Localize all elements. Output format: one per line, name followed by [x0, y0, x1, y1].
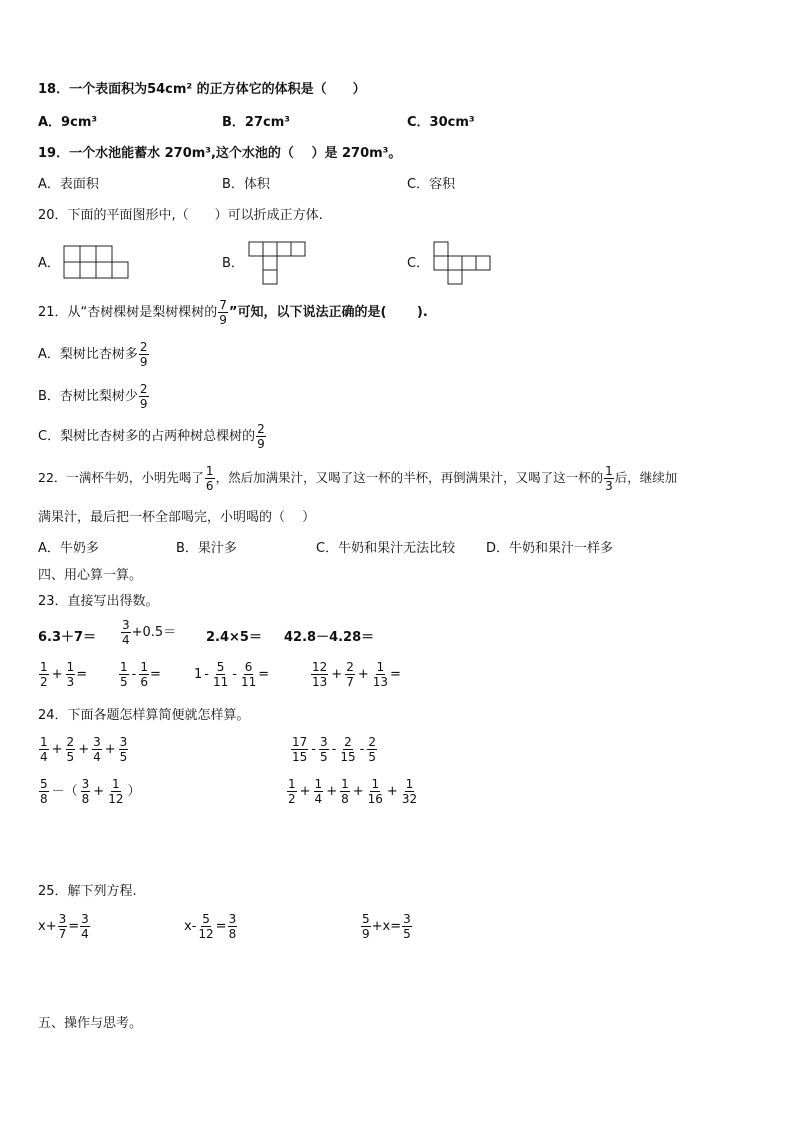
- fraction: [401, 777, 418, 806]
- numerator: 1: [314, 777, 323, 791]
- q18-option-a[interactable]: A．9cm³: [38, 115, 98, 130]
- numerator: 5: [40, 777, 48, 791]
- option-text: B．杏树比梨树少: [38, 389, 138, 404]
- fraction: [604, 464, 614, 493]
- q20-net-a-figure: [62, 244, 132, 280]
- fraction: [39, 777, 49, 806]
- q23-expr-1: 6.3＋7＝: [38, 630, 97, 645]
- denominator: 2: [40, 675, 48, 689]
- numerator: 3: [81, 777, 90, 791]
- q24-expr-1: $\frac{1}{4}$ + $\frac{2}{5}$ + $\frac{3}{4}$ + $\frac{3}{5}$: [40, 735, 128, 764]
- fraction: [367, 735, 377, 764]
- equals: =: [258, 667, 270, 682]
- numerator: 1: [376, 660, 385, 674]
- fraction: [339, 735, 356, 764]
- denominator: 15: [292, 750, 308, 764]
- q20-option-c[interactable]: C．: [407, 256, 430, 271]
- fraction: [39, 735, 49, 764]
- equals: =: [215, 919, 227, 934]
- denominator: 9: [362, 927, 370, 941]
- q21-text-start: 21．从“杏树棵树是梨树棵树的: [38, 305, 218, 320]
- q23-expr-7: 1 - $\frac{5}{11}$ - $\frac{6}{11}$ =: [194, 660, 270, 689]
- numerator: 3: [228, 912, 237, 926]
- fraction: [139, 382, 149, 411]
- q20-text: 20．下面的平面图形中,（ ）可以折成正方体.: [38, 208, 323, 223]
- fraction: [80, 912, 90, 941]
- q20-net-c-figure: [432, 240, 494, 290]
- expr-text: +x=: [371, 919, 402, 934]
- numerator: 1: [605, 464, 613, 478]
- q22-question-line1: [38, 464, 677, 493]
- numerator: 3: [403, 912, 411, 926]
- q25-equation-2: [184, 912, 238, 941]
- q21-option-a[interactable]: [38, 340, 150, 369]
- numerator: 17: [292, 735, 308, 749]
- denominator: 11: [212, 675, 229, 689]
- numerator: 3: [93, 735, 101, 749]
- numerator: 2: [139, 382, 148, 396]
- q23-expr-6: $\frac{1}{5}$ - $\frac{1}{6}$ =: [120, 660, 161, 689]
- denominator: 3: [605, 479, 613, 493]
- q23-expr-8: $\frac{12}{13}$ + $\frac{2}{7}$ + $\frac{1}{13}$ =: [312, 660, 401, 689]
- denominator: 9: [139, 355, 148, 369]
- q21-option-b[interactable]: [38, 382, 150, 411]
- denominator: 4: [122, 633, 130, 647]
- denominator: 15: [340, 750, 356, 764]
- option-text: C．梨树比杏树多的占两种树总棵树的: [38, 429, 256, 444]
- q18-text: 18．一个表面积为54cm² 的正方体它的体积是（ ）: [38, 82, 366, 97]
- numerator: 12: [312, 660, 328, 674]
- denominator: 8: [341, 792, 349, 806]
- fraction: [340, 777, 350, 806]
- q18-option-c[interactable]: C．30cm³: [407, 115, 475, 130]
- fraction: [66, 660, 76, 689]
- expr-text: +0.5＝: [131, 625, 177, 640]
- denominator: 7: [58, 927, 67, 941]
- q22-option-a[interactable]: A．牛奶多: [38, 541, 99, 556]
- q25-title: 25．解下列方程.: [38, 884, 137, 899]
- numerator: 7: [219, 298, 227, 312]
- denominator: 5: [368, 750, 376, 764]
- numerator: 3: [58, 912, 67, 926]
- fraction: [287, 777, 297, 806]
- fraction: [107, 777, 124, 806]
- numerator: 1: [371, 777, 380, 791]
- fraction: [256, 422, 266, 451]
- fraction: [345, 660, 355, 689]
- numerator: 2: [66, 735, 75, 749]
- fraction: [139, 660, 149, 689]
- denominator: 12: [108, 792, 124, 806]
- denominator: 5: [319, 750, 328, 764]
- numerator: 2: [257, 422, 265, 436]
- q22-text-1: 22．一满杯牛奶，小明先喝了: [38, 470, 204, 485]
- numerator: 3: [122, 618, 130, 632]
- fraction: [367, 777, 384, 806]
- q24-expr-4: $\frac{1}{2}$ + $\frac{1}{4}$ + $\frac{1}{8}$ + $\frac{1}{16}$ + $\frac{1}{32}$: [288, 777, 418, 806]
- fraction: [197, 912, 214, 941]
- equals: =: [390, 667, 401, 682]
- q22-option-d[interactable]: D．牛奶和果汁一样多: [486, 541, 614, 556]
- numerator: 1: [112, 777, 120, 791]
- numerator: 2: [368, 735, 376, 749]
- denominator: 8: [228, 927, 237, 941]
- numerator: 1: [140, 660, 148, 674]
- q20-option-a[interactable]: A．: [38, 256, 60, 271]
- q23-expr-3: 2.4×5＝: [206, 630, 262, 645]
- denominator: 13: [372, 675, 389, 689]
- expr-text: x-: [184, 919, 197, 934]
- q24-expr-2: $\frac{17}{15}$ - $\frac{3}{5}$ - $\frac{2}{15}$ - $\frac{2}{5}$: [292, 735, 376, 764]
- denominator: 11: [240, 675, 257, 689]
- expr-text: 1: [194, 667, 203, 682]
- fraction: [58, 912, 68, 941]
- numerator: 3: [319, 735, 328, 749]
- numerator: 5: [202, 912, 210, 926]
- numerator: 1: [405, 777, 414, 791]
- q21-text-end: ”可知，以下说法正确的是( ).: [228, 305, 428, 320]
- section-5-heading: 五、操作与思考。: [38, 1016, 143, 1031]
- numerator: 5: [362, 912, 370, 926]
- q19-option-c[interactable]: C．容积: [407, 177, 456, 192]
- denominator: 16: [367, 792, 383, 806]
- fraction: [205, 464, 215, 493]
- denominator: 5: [120, 675, 128, 689]
- fraction: [372, 660, 389, 689]
- q22-option-c[interactable]: C．牛奶和果汁无法比较: [316, 541, 456, 556]
- q19-text: 19．一个水池能蓄水 270m³,这个水池的（ ）是 270m³。: [38, 146, 402, 161]
- q23-expr-2: [120, 618, 176, 647]
- equals: =: [68, 919, 80, 934]
- section-4-heading: 四、用心算一算。: [38, 568, 143, 583]
- fraction: [119, 735, 129, 764]
- fraction: [92, 735, 102, 764]
- q23-expr-5: $\frac{1}{2}$ + $\frac{1}{3}$ =: [40, 660, 88, 689]
- denominator: 6: [205, 479, 214, 493]
- fraction: [218, 298, 228, 327]
- denominator: 8: [40, 792, 48, 806]
- fraction: [139, 340, 149, 369]
- q22-text-2: ，然后加满果汁，又喝了这一杯的半杯，再倒满果汁，又喝了这一杯的: [215, 470, 604, 485]
- expr-text: x+: [38, 919, 57, 934]
- fraction: [240, 660, 257, 689]
- denominator: 5: [66, 750, 75, 764]
- denominator: 8: [81, 792, 90, 806]
- fraction: [121, 618, 131, 647]
- q24-title: 24．下面各题怎样算简便就怎样算。: [38, 708, 250, 723]
- fraction: [228, 912, 238, 941]
- denominator: 6: [140, 675, 148, 689]
- denominator: 32: [401, 792, 418, 806]
- q18-option-b[interactable]: B．27cm³: [222, 115, 290, 130]
- q21-option-c[interactable]: [38, 422, 267, 451]
- fraction: [361, 912, 371, 941]
- numerator: 1: [341, 777, 349, 791]
- q25-equation-1: [38, 912, 91, 941]
- denominator: 13: [312, 675, 328, 689]
- q25-equation-3: [360, 912, 413, 941]
- q20-option-b[interactable]: B．: [222, 256, 244, 271]
- fraction: [314, 777, 324, 806]
- denominator: 5: [403, 927, 411, 941]
- denominator: 4: [40, 750, 48, 764]
- fraction: [39, 660, 49, 689]
- numerator: 1: [40, 735, 48, 749]
- fraction: [66, 735, 76, 764]
- q19-option-b[interactable]: B．体积: [222, 177, 270, 192]
- option-text: A．梨树比杏树多: [38, 347, 138, 362]
- numerator: 1: [40, 660, 48, 674]
- fraction: [311, 660, 328, 689]
- numerator: 1: [288, 777, 296, 791]
- denominator: 9: [219, 313, 227, 327]
- fraction: [291, 735, 308, 764]
- denominator: 4: [314, 792, 323, 806]
- denominator: 9: [139, 397, 148, 411]
- q21-question: [38, 298, 428, 327]
- denominator: 4: [93, 750, 101, 764]
- numerator: 2: [346, 660, 354, 674]
- fraction: [119, 660, 129, 689]
- q23-expr-4: 42.8－4.28＝: [284, 630, 375, 645]
- numerator: 1: [205, 464, 214, 478]
- q19-option-a[interactable]: A．表面积: [38, 177, 99, 192]
- numerator: 6: [244, 660, 253, 674]
- fraction: [81, 777, 91, 806]
- numerator: 2: [344, 735, 352, 749]
- denominator: 7: [346, 675, 354, 689]
- numerator: 1: [120, 660, 128, 674]
- numerator: 5: [216, 660, 225, 674]
- denominator: 5: [119, 750, 128, 764]
- fraction: [212, 660, 229, 689]
- fraction: [402, 912, 412, 941]
- fraction: [319, 735, 329, 764]
- denominator: 2: [288, 792, 296, 806]
- numerator: 3: [119, 735, 128, 749]
- numerator: 2: [139, 340, 148, 354]
- q24-expr-3: $\frac{5}{8}$ －（ $\frac{3}{8}$ + $\frac{1}{12}$ ）: [40, 777, 141, 806]
- q20-net-b-figure: [247, 240, 309, 290]
- q22-option-b[interactable]: B．果汁多: [176, 541, 237, 556]
- q22-text-3: 后，继续加: [614, 470, 678, 485]
- q22-question-line2: 满果汁，最后把一杯全部喝完，小明喝的（ ）: [38, 510, 316, 525]
- denominator: 3: [66, 675, 75, 689]
- numerator: 3: [81, 912, 89, 926]
- equals: =: [149, 667, 161, 682]
- equals: =: [76, 667, 88, 682]
- denominator: 9: [257, 437, 265, 451]
- numerator: 1: [66, 660, 75, 674]
- denominator: 12: [198, 927, 214, 941]
- denominator: 4: [81, 927, 89, 941]
- q23-title: 23．直接写出得数。: [38, 594, 159, 609]
